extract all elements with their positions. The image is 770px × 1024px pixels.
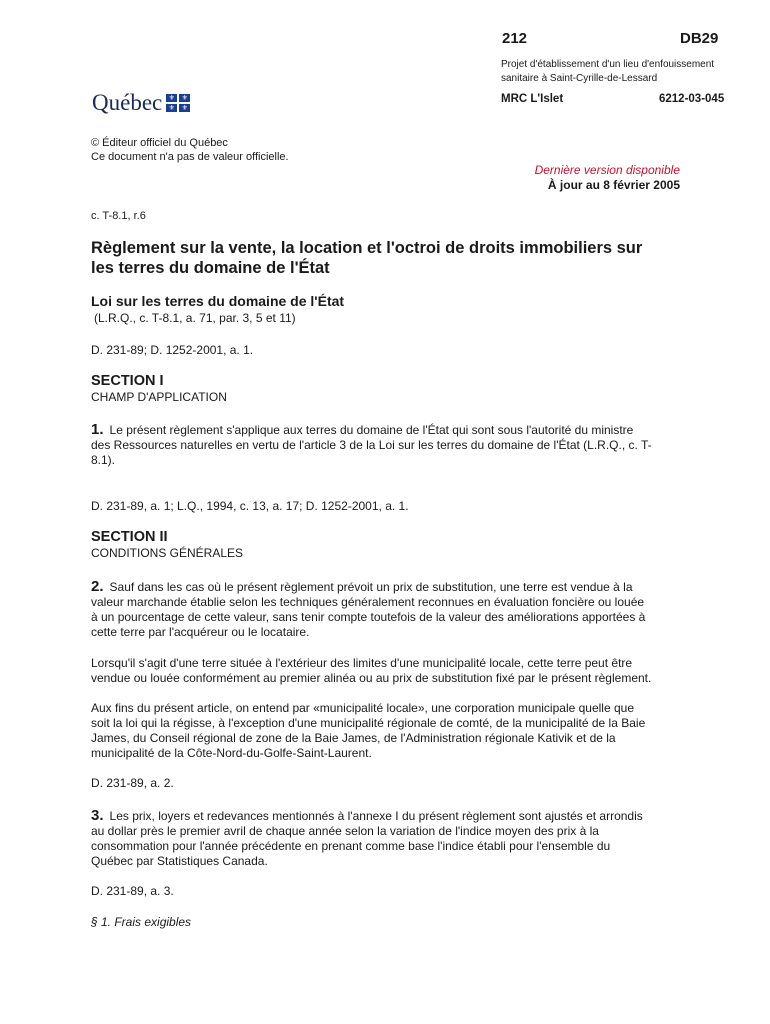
article-1-history: D. 231-89, a. 1; L.Q., 1994, c. 13, a. 17; D. 1252-2001, a. 1. (91, 499, 409, 513)
article-2-paragraph-2: Lorsqu'il s'agit d'une terre située à l'extérieur des limites d'une municipalité locale, cette terre peut être vendue ou louée conformément au premier alinéa ou au prix de substitution fixé par le présent règlement. (91, 656, 652, 685)
page-number: 212 (502, 30, 528, 47)
article-3: 3. Les prix, loyers et redevances mentionnés à l'annexe I du présent règlement sont ajustés et arrondis au dollar près le premier avril de chaque année selon la variation de l'indice moyen des prix à la consommation pour l'année précédente en prenant comme base l'indice établi pour l'ensemble du Québec par Statistiques Canada. (91, 807, 643, 868)
version-label: Dernière version disponible (534, 163, 680, 177)
section-2-heading: SECTION II (91, 529, 168, 545)
article-2-paragraph-1: 2. Sauf dans les cas où le présent règlement prévoit un prix de substitution, une terre est vendue à la valeur marchande établie selon les techniques généralement reconnues en évaluation foncière ou louée à un pourcentage de cette valeur, sans tenir compte toutefois de la valeur des améliorations apportées à cette terre par l'acquéreur ou le locataire. (91, 578, 646, 639)
article-2-paragraph-3: Aux fins du présent article, on entend par «municipalité locale», une corporation municipale quelle que soit la loi qui la régisse, à l'exception d'une municipalité régionale de comté, de la municipalité de la Baie James, du Conseil régional de zone de la Baie James, de l'Administration régionale Kativik et de la municipalité de la Côte-Nord-du-Golfe-Saint-Laurent. (91, 701, 646, 760)
article-3-history: D. 231-89, a. 3. (91, 884, 174, 898)
article-3-number: 3. (91, 807, 104, 824)
title-line-1: Règlement sur la vente, la location et l'octroi de droits immobiliers sur (91, 239, 643, 257)
project-description (501, 58, 714, 86)
quebec-logo (92, 90, 190, 116)
article-1-number: 1. (91, 421, 104, 438)
publisher-note (91, 136, 289, 164)
logo-text: Québec (92, 90, 163, 115)
doc-code: DB29 (680, 30, 719, 47)
article-2-history: D. 231-89, a. 2. (91, 776, 174, 790)
title-line-2: les terres du domaine de l'État (91, 259, 330, 277)
article-1: 1. Le présent règlement s'applique aux terres du domaine de l'État qui sont sous l'autorité du ministre des Ressources naturelles en vertu de l'article 3 de la Loi sur les terres du domaine de l'État (L.R.Q., c. T- 8.1). (91, 421, 652, 467)
project-line-1: Projet d'établissement d'un lieu d'enfouissement (501, 59, 715, 70)
article-2-number: 2. (91, 578, 104, 595)
mrc-label: MRC L'Islet (501, 93, 564, 105)
project-line-2: sanitaire à Saint-Cyrille-de-Lessard (501, 73, 658, 84)
publisher-line-2: Ce document n'a pas de valeur officielle. (91, 151, 289, 163)
law-name: Loi sur les terres du domaine de l'État (91, 293, 345, 309)
subsection-heading: § 1. Frais exigibles (91, 915, 192, 929)
fleur-de-lis-flag-icon: ⚜ ⚜ ⚜ ⚜ (166, 94, 190, 112)
section-2-name: CONDITIONS GÉNÉRALES (91, 546, 244, 560)
law-citation: (L.R.Q., c. T-8.1, a. 71, par. 3, 5 et 11) (94, 311, 296, 325)
decree: D. 231-89; D. 1252-2001, a. 1. (91, 343, 254, 357)
regulation-reference: c. T-8.1, r.6 (91, 210, 146, 222)
version-date: À jour au 8 février 2005 (547, 178, 680, 192)
section-1-heading: SECTION I (91, 373, 164, 389)
page-title (91, 238, 642, 278)
section-1-name: CHAMP D'APPLICATION (91, 390, 227, 404)
publisher-line-1: © Éditeur officiel du Québec (91, 137, 228, 149)
ref-code: 6212-03-045 (659, 93, 725, 105)
